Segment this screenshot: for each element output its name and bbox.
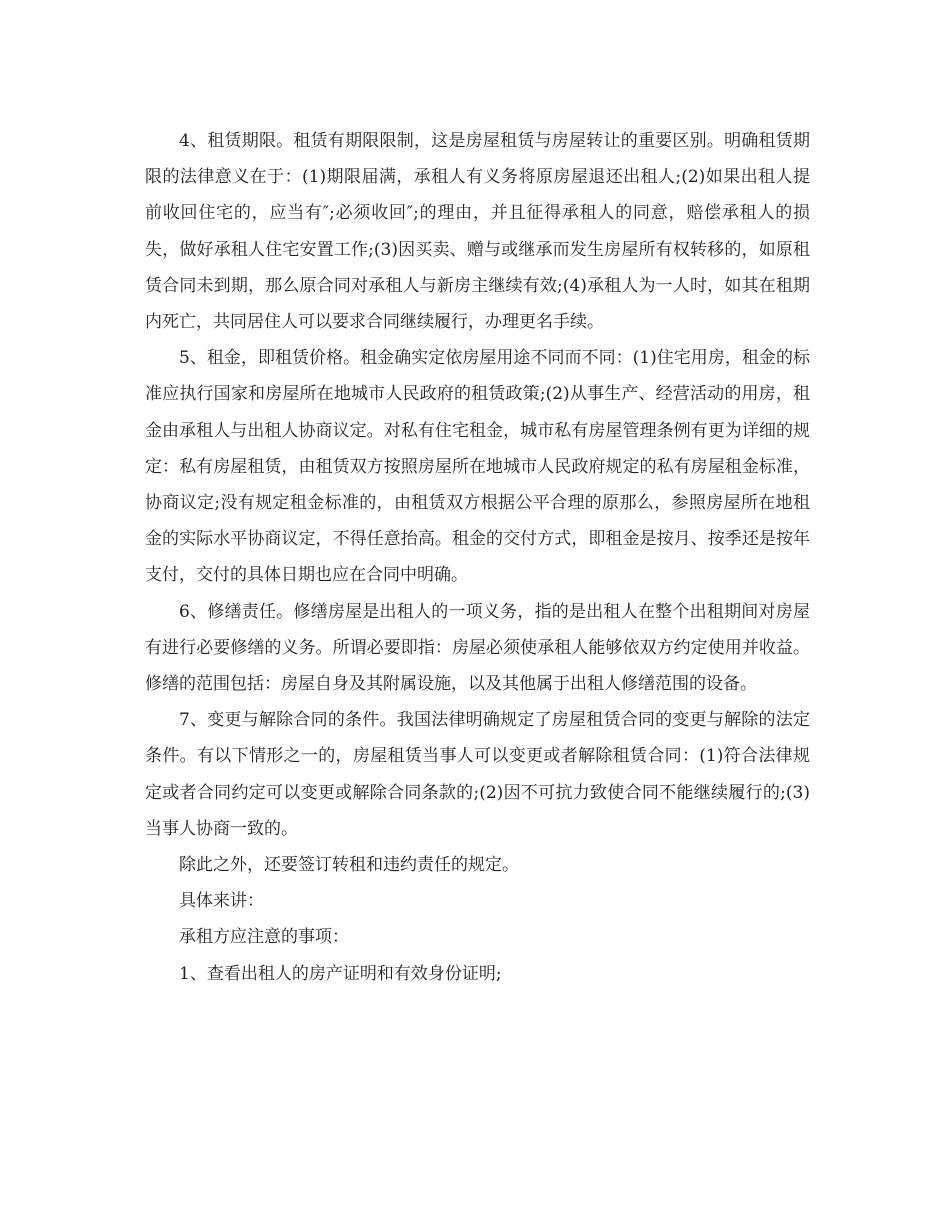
paragraph-sublease-breach: 除此之外，还要签订转租和违约责任的规定。 [179,855,519,876]
paragraph-rent: 5、租金，即租赁价格。租金确实定依房屋用途不同而不同：(1)住宅用房，租金的标准应执行国家和房屋所在地城市人民政府的租赁政策;(2)从事生产、经营活动的用房，租金由承租人与出租人协商议定。对私有住宅租金，城市私有房屋管理条例有更为详细的规定：私有房屋租赁，由租赁双方按照房屋所在地城市人民政府规定的私有房屋租金标准，协商议定;没有规定租金标准的，由租赁双方根据公平合理的原那么，参照房屋所在地租金的实际水平协商议定，不得任意抬高。租金的交付方式，即租金是按月、按季还是按年支付，交付的具体日期也应在合同中明确。 [145,348,810,586]
paragraph-lease-term: 4、租赁期限。租赁有期限限制，这是房屋租赁与房屋转让的重要区别。明确租赁期限的法律意义在于：(1)期限届满，承租人有义务将原房屋退还出租人;(2)如果出租人提前收回住宅的，应当有″;必须收回″;的理由，并且征得承租人的同意，赔偿承租人的损失，做好承租人住宅安置工作;(3)因买卖、赠与或继承而发生房屋所有权转移的，如原租赁合同未到期，那么原合同对承租人与新房主继续有效;(4)承租人为一人时，如其在租期内死亡，共同居住人可以要求合同继续履行，办理更名手续。 [145,131,810,333]
paragraph-repair-responsibility: 6、修缮责任。修缮房屋是出租人的一项义务，指的是出租人在整个出租期间对房屋有进行必要修缮的义务。所谓必要即指：房屋必须使承租人能够依双方约定使用并收益。修缮的范围包括：房屋自身及其附属设施，以及其他属于出租人修缮范围的设备。 [145,601,810,695]
paragraph-specifically: 具体来讲： [179,891,264,912]
document-page [145,123,810,992]
paragraph-tenant-notes-heading: 承租方应注意的事项： [179,927,349,948]
paragraph-tenant-note-1: 1、查看出租人的房产证明和有效身份证明; [179,963,502,984]
paragraph-contract-change-termination: 7、变更与解除合同的条件。我国法律明确规定了房屋租赁合同的变更与解除的法定条件。有以下情形之一的，房屋租赁当事人可以变更或者解除租赁合同：(1)符合法律规定或者合同约定可以变更或解除合同条款的;(2)因不可抗力致使合同不能继续履行的;(3)当事人协商一致的。 [145,710,810,839]
